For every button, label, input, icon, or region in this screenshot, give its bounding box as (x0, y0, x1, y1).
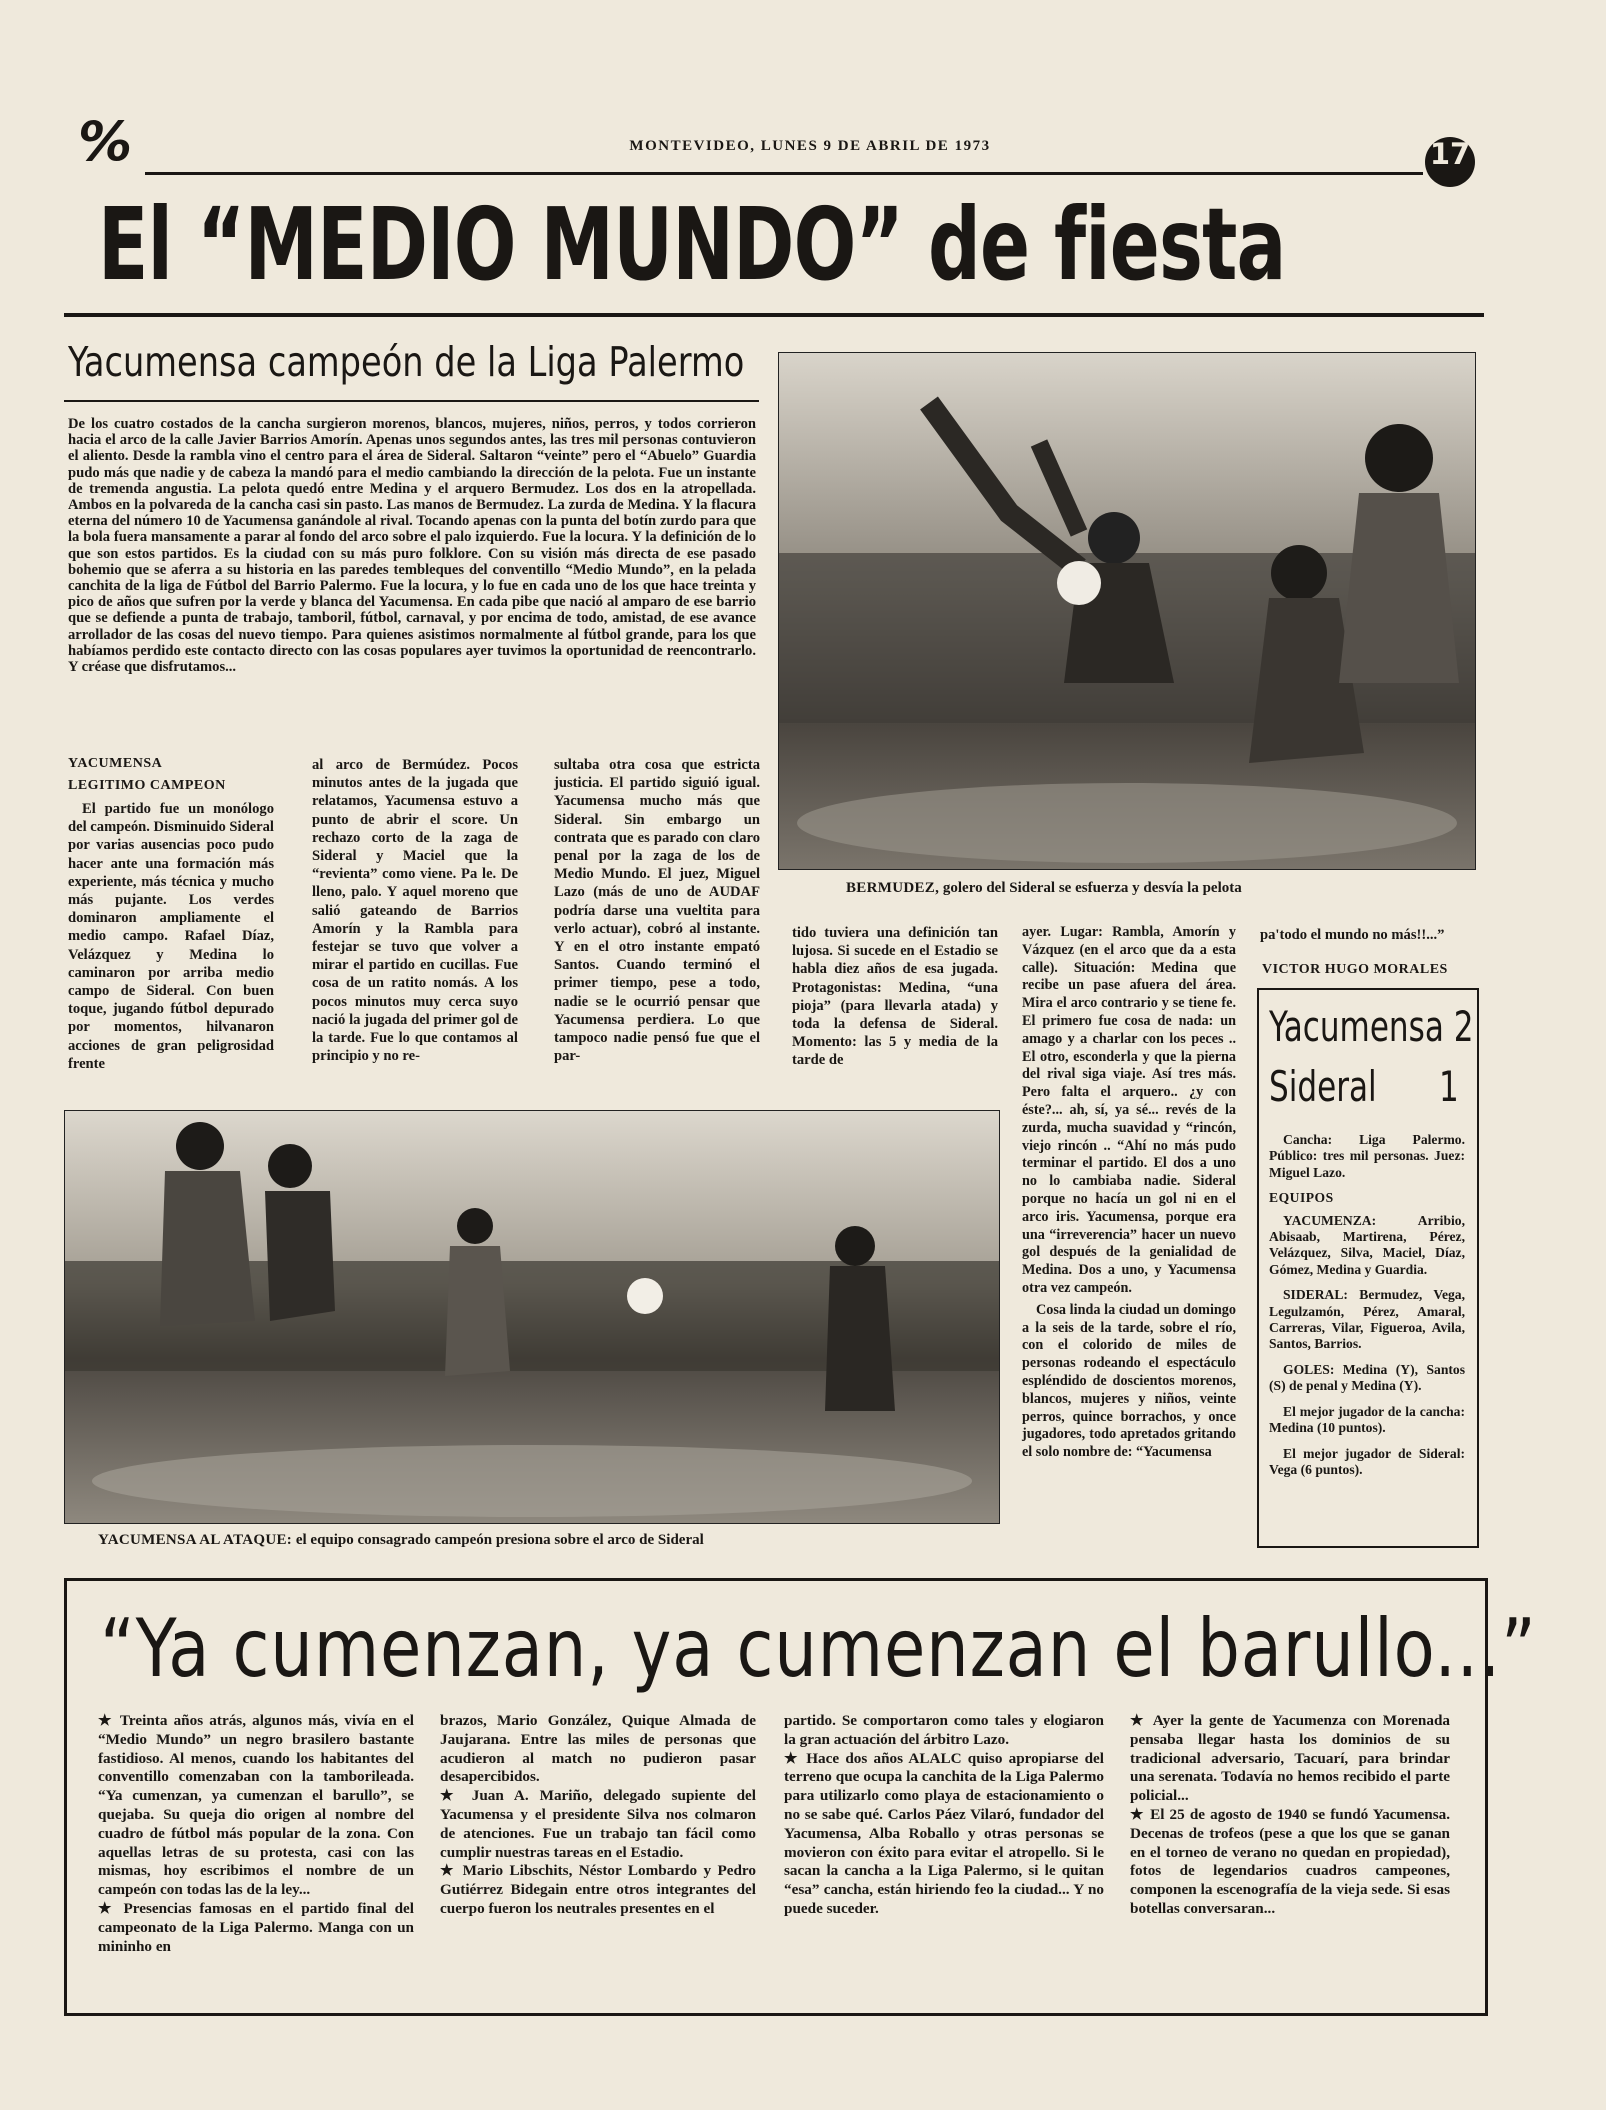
photo1-caption (846, 880, 1242, 897)
notes-column-4 (1130, 1712, 1450, 1919)
scorebox-cancha: Cancha: Liga Palermo. Público: tres mil personas. Juez: Miguel Lazo. (1269, 1132, 1465, 1180)
notes-item: partido. Se comportaron como tales y elogiaron la gran actuación del árbitro Lazo. (784, 1712, 1104, 1748)
newspaper-logo: % (78, 110, 127, 173)
page-headline (98, 186, 1286, 303)
article-column-1 (68, 800, 274, 1073)
subhead-rule (64, 400, 759, 402)
section-heading (68, 756, 274, 794)
article-subhead: Yacumensa campeón de la Liga Palermo (68, 338, 745, 386)
dateline: MONTEVIDEO, LUNES 9 DE ABRIL DE 1973 (629, 138, 991, 154)
photo-attack-image (65, 1111, 999, 1523)
article-column-5-text: ayer. Lugar: Rambla, Amorín y Vázquez (en el arco que da a esta calle). Situación: Medina que recibe un pase afuera del área. Mira el arco contrario y se tiene fe. El primero fue cosa de nada: un amago y a charlar con los peces .. El otro, esconderla y que la pierna del rival siga viaje. Así tres más. Pero falta el arquero.. ¿y con éste?... ah, sí, ya sé... revés de la zurda, mucha suavidad y “rincón, viejo rincón .. “Ahí no más pudo terminar el partido. El dos a uno no lo cambiaba nadie. Sideral porque no hacía un gol ni en el arco iris. Yacumensa, porque era una “irreverencia” hacer un nuevo gol después de la genialidad de Medina. Dos a uno, y Yacumensa otra vez campeón. (1022, 924, 1236, 1296)
article-column-4 (792, 924, 998, 1070)
notes-item: ★ Treinta años atrás, algunos más, vivía en el “Medio Mundo” un negro brasilero bastante fastidioso. Al menos, cuando los habitantes del conventillo comenzaban con la tamborileada. “Ya cumenzan, ya cumenzan el barullo”, se quejaba. Su queja dio origen al nombre del cuadro de fútbol más popular de la zona. Con aquellas letras de su protesta, casi con las mismas, hoy escribimos el nombre de un campeón con todas las de la ley... (98, 1712, 414, 1899)
photo2-caption-bold: YACUMENSA AL ATAQUE: (98, 1532, 293, 1548)
scorebox-sideral: SIDERAL: Bermudez, Vega, Legulzamón, Pérez, Amaral, Carreras, Vilar, Figueroa, Avila, Santos, Barrios. (1269, 1287, 1465, 1352)
article-column-4-text: tido tuviera una definición tan lujosa. Si sucede en el Estadio se habla diez años de esa jugada. Protagonistas: Medina, “una pioja” (para llevarla atada) y toda la defensa de Sideral. Momento: las 5 y media de la tarde de (792, 925, 998, 1069)
notes-item: ★ El 25 de agosto de 1940 se fundó Yacumensa. Decenas de trofeos (pese a que los que se ganan en el torneo de verano no quedan en propiedad), fotos de legendarios cuadros campeones, componen la escenografía de la vieja sede. Si esas botellas conversaran... (1130, 1805, 1450, 1917)
article-column-5b-text: Cosa linda la ciudad un domingo a la seis de la tarde, sobre el río, con el colorido de miles de personas rodeando el espectáculo espléndido de doscientos morenos, blancos, mujeres y niños, veinte perros, quince borrachos, y once jugadores, todo apretados gritando el solo nombre de: “Yacumensa (1022, 1301, 1236, 1461)
notes-column-3 (784, 1712, 1104, 1919)
article-column-1-text: El partido fue un monólogo del campeón. Disminuido Sideral por varias ausencias poco pudo hacer ante una formación más experiente, más técnica y mucho más pujante. Los verdes dominaron ampliamente el medio campo. Rafael Díaz, Velázquez y Medina lo caminaron por arriba medio campo de Sideral. Con buen toque, jugando fútbol depurado por momentos, hilvanaron acciones de gran peligrosidad frente (68, 801, 274, 1072)
notes-item: ★ Hace dos años ALALC quiso apropiarse del terreno que ocupa la canchita de la Liga Palermo para utilizarlo como playa de estacionamiento o no se sabe qué. Carlos Páez Vilaró, fundador del Yacumensa, Alba Roballo y otras personas se movieron con éxito para evitar el atropello. Si le sacan la cancha a la Liga Palermo, si le quitan “esa” cancha, están hiriendo feo la ciudad... Y no puede suceder. (784, 1749, 1104, 1917)
score-team1: Yacumensa 2 (1269, 1002, 1474, 1051)
section-heading-line2: LEGITIMO CAMPEON (68, 778, 226, 793)
scorebox-mejor-1: El mejor jugador de la cancha: Medina (10 puntos). (1269, 1403, 1465, 1436)
headline-rest: de fiesta (927, 186, 1286, 303)
notes-item: ★ Mario Libschits, Néstor Lombardo y Pedro Gutiérrez Bidegain entre otros integrantes del cuerpo fueron los neutrales presentes en el (440, 1862, 756, 1917)
photo1-caption-text: golero del Sideral se esfuerza y desvía la pelota (939, 880, 1242, 896)
scorebox-mejor-2: El mejor jugador de Sideral: Vega (6 puntos). (1269, 1445, 1465, 1477)
article-column-6 (1260, 926, 1476, 944)
score-team2-name: Sideral (1269, 1062, 1377, 1111)
article-column-6-text: pa'todo el mundo no más!!...” (1260, 927, 1445, 943)
photo1-caption-bold: BERMUDEZ, (846, 880, 940, 896)
article-column-2-text: al arco de Bermúdez. Pocos minutos antes de la jugada que relatamos, Yacumensa estuvo a punto de abrir el score. Un rechazo corto de la zaga de Sideral y Maciel que la “revienta” como viene. Pa le. De lleno, palo. Y aquel moreno que salió gateando de Barrios Amorín y la Rambla para festejar se tuvo que volver a mirar el partido en cucillas. Fue cosa de un ratito nomás. A los pocos minutos muy cerca suyo nació la jugada del primer gol de la tarde. Fue lo que contamos al principio y no re- (312, 757, 518, 1065)
scorebox-goles: GOLES: Medina (Y), Santos (S) de penal y Medina (Y). (1269, 1361, 1465, 1394)
notes-item: ★ Presencias famosas en el partido final del campeonato de la Liga Palermo. Manga con un mininho en (98, 1899, 414, 1955)
scorebox-equipos-heading: EQUIPOS (1269, 1190, 1334, 1206)
photo2-caption (98, 1532, 704, 1549)
quote-headline: “Ya cumenzan, ya cumenzan el barullo...” (100, 1602, 1537, 1695)
scorebox-details (1269, 1132, 1465, 1487)
notes-item: ★ Juan A. Mariño, delegado supiente del Yacumensa y el presidente Silva nos colmaron de atenciones. Fue un trabajo tan fácil como cumplir nuestras tareas en el Estadio. (440, 1787, 756, 1861)
score-team2-score: 1 (1439, 1062, 1459, 1111)
lead-paragraph: De los cuatro costados de la cancha surgieron morenos, blancos, mujeres, niños, perros, y todos corrieron hacia el arco de la calle Javier Barrios Amorín. Apenas unos segundos antes, las tres mil personas contuvieron el aliento. Desde la rambla vino el centro para el área de Sideral. Saltaron “veinte” pero el “Abuelo” Guardia pudo más que nadie y de cabeza la mandó para el medio cambiando la dirección de la pelota. Fue un instante de tremenda angustia. La pelota quedó entre Medina y el arquero Bermudez. Los dos en la atropellada. Ambos en la polvareda de la cancha casi sin pasto. Las manos de Bermudez. La zurda de Medina. Y la flacura eterna del número 10 de Yacumensa ganándole al rival. Tocando apenas con la punta del botín zurdo para que la bola fuera mansamente a parar al fondo del arco sobre el palo izquierdo. Fue la locura. Y la definición de lo que son estos partidos. Es la ciudad con su más puro folklore. Con su visión más directa de ese pasado bohemio que se aferra a su historia en las paredes tembleques del conventillo “Medio Mundo”, en la pelada canchita de la liga de Fútbol del Barrio Palermo. Fue la locura, y lo fue en cada uno de los que hace treinta y pico de años que sufren por la verde y blanca del Yacumensa. En cada pibe que nació al amparo de ese barrio que se defiende a punta de trabajo, tamboril, fútbol, carnaval, y por encima de todo, amistad, de ese avance arrollador de las cosas del nuevo tiempo. Para quienes asistimos normalmente al fútbol grande, para los que habíamos perdido este contacto directo con las cosas populares ayer tuvimos la oportunidad de reencontrarlo. Y créase que disfrutamos... (68, 416, 756, 676)
article-column-2 (312, 756, 518, 1065)
article-column-3-text: sultaba otra cosa que estricta justicia. El partido siguió igual. Yacumensa mucho más que Sideral. Sin embargo un contrata que es parado con claro penal por la zaga de los de Medio Mundo. El juez, Miguel Lazo (más de uno de AUDAF podría darse una vueltita para verlo actuar), cobró al instante. Y en el otro instante empató Santos. Cuando terminó el primer tiempo, pese a todo, nadie se le ocurrió pensar que Yacumensa perdiera. Lo que tampoco nadie pensó fue que el par- (554, 757, 760, 1065)
photo-attack (64, 1110, 1000, 1524)
scorebox-yacumenza: YACUMENZA: Arribio, Abisaab, Martirena, Pérez, Velázquez, Silva, Maciel, Díaz, Gómez, Medina y Guardia. (1269, 1212, 1465, 1277)
headline-main: El “MEDIO MUNDO” (98, 186, 904, 303)
notes-column-2 (440, 1712, 756, 1919)
notes-column-1 (98, 1712, 414, 1956)
notes-item: brazos, Mario González, Quique Almada de Jaujarana. Entre las miles de personas que acudieron al match no pudieron pasar desapercibidos. (440, 1712, 756, 1786)
section-heading-line1: YACUMENSA (68, 756, 163, 771)
photo-goalkeeper-save (778, 352, 1476, 870)
photo2-caption-text: el equipo consagrado campeón presiona sobre el arco de Sideral (292, 1532, 704, 1548)
headline-rule (64, 313, 1484, 317)
notes-item: ★ Ayer la gente de Yacumenza con Morenada pensaba llegar hasta los dominios de su tradicional adversario, Tacuarí, para brindar una serenata. Todavía no hemos recibido el parte policial... (1130, 1712, 1450, 1805)
page-number: 17 (1425, 137, 1475, 187)
author-byline: VICTOR HUGO MORALES (1262, 962, 1448, 977)
photo-goalkeeper-image (779, 353, 1475, 869)
masthead-rule (145, 172, 1423, 175)
match-scorebox (1257, 988, 1479, 1548)
article-column-5 (1022, 924, 1236, 1462)
article-column-3 (554, 756, 760, 1065)
